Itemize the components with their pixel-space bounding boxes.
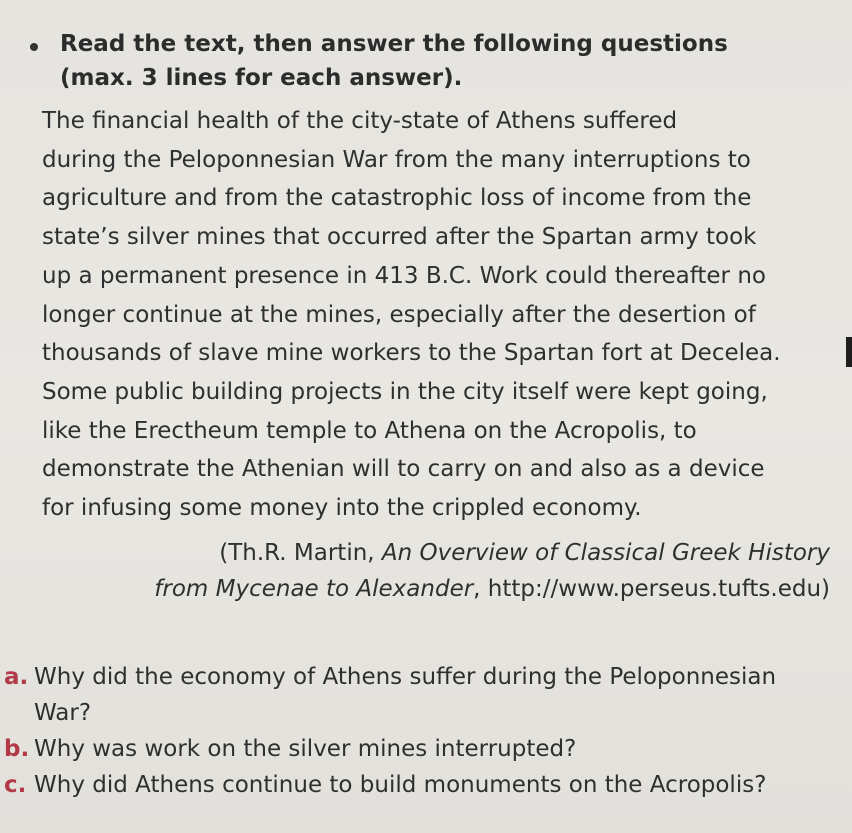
instruction-line: (max. 3 lines for each answer). — [60, 65, 463, 91]
passage-line: longer continue at the mines, especially after the desertion of — [42, 301, 756, 328]
passage-line: thousands of slave mine workers to the Spartan fort at Decelea. — [42, 340, 781, 367]
citation-prefix: (Th.R. Martin, — [219, 540, 382, 566]
citation-source: , http://www.perseus.tufts.edu) — [473, 576, 830, 602]
passage-line: Some public building projects in the city itself were kept going, — [42, 378, 768, 405]
instruction-line: Read the text, then answer the following questions — [60, 31, 728, 57]
question-a — [0, 659, 776, 731]
passage-line: up a permanent presence in 413 B.C. Work could thereafter no — [42, 262, 766, 289]
passage-line: agriculture and from the catastrophic loss of income from the — [42, 185, 752, 212]
question-letter: b. — [4, 736, 30, 762]
question-text: Why did Athens continue to build monuments on the Acropolis? — [34, 772, 767, 798]
passage-line: for infusing some money into the crippled economy. — [42, 495, 642, 522]
question-b — [0, 731, 776, 767]
citation-line-2 — [154, 571, 830, 607]
passage-line: demonstrate the Athenian will to carry on and also as a device — [42, 456, 765, 483]
page-edge-mark — [846, 337, 852, 367]
question-letter: c. — [4, 772, 27, 798]
citation-title-part-2: from Mycenae to Alexander — [154, 576, 474, 602]
question-text: Why did the economy of Athens suffer during the Peloponnesian — [34, 664, 777, 690]
passage-line: like the Erectheum temple to Athena on the Acropolis, to — [42, 417, 697, 444]
passage — [42, 102, 781, 528]
passage-line: state’s silver mines that occurred after the Spartan army took — [42, 224, 757, 251]
question-letter: a. — [4, 664, 29, 690]
citation-line-1 — [154, 535, 830, 571]
citation — [154, 535, 830, 607]
questions-list — [0, 659, 776, 803]
bullet-icon — [30, 43, 38, 51]
question-text: Why was work on the silver mines interrupted? — [34, 736, 577, 762]
passage-line: during the Peloponnesian War from the many interruptions to — [42, 146, 751, 173]
question-c — [0, 767, 776, 803]
instruction — [60, 27, 760, 95]
citation-title-part-1: An Overview of Classical Greek History — [381, 540, 830, 566]
question-text: War? — [34, 700, 92, 726]
passage-line: The financial health of the city-state of Athens suffered — [42, 108, 678, 134]
